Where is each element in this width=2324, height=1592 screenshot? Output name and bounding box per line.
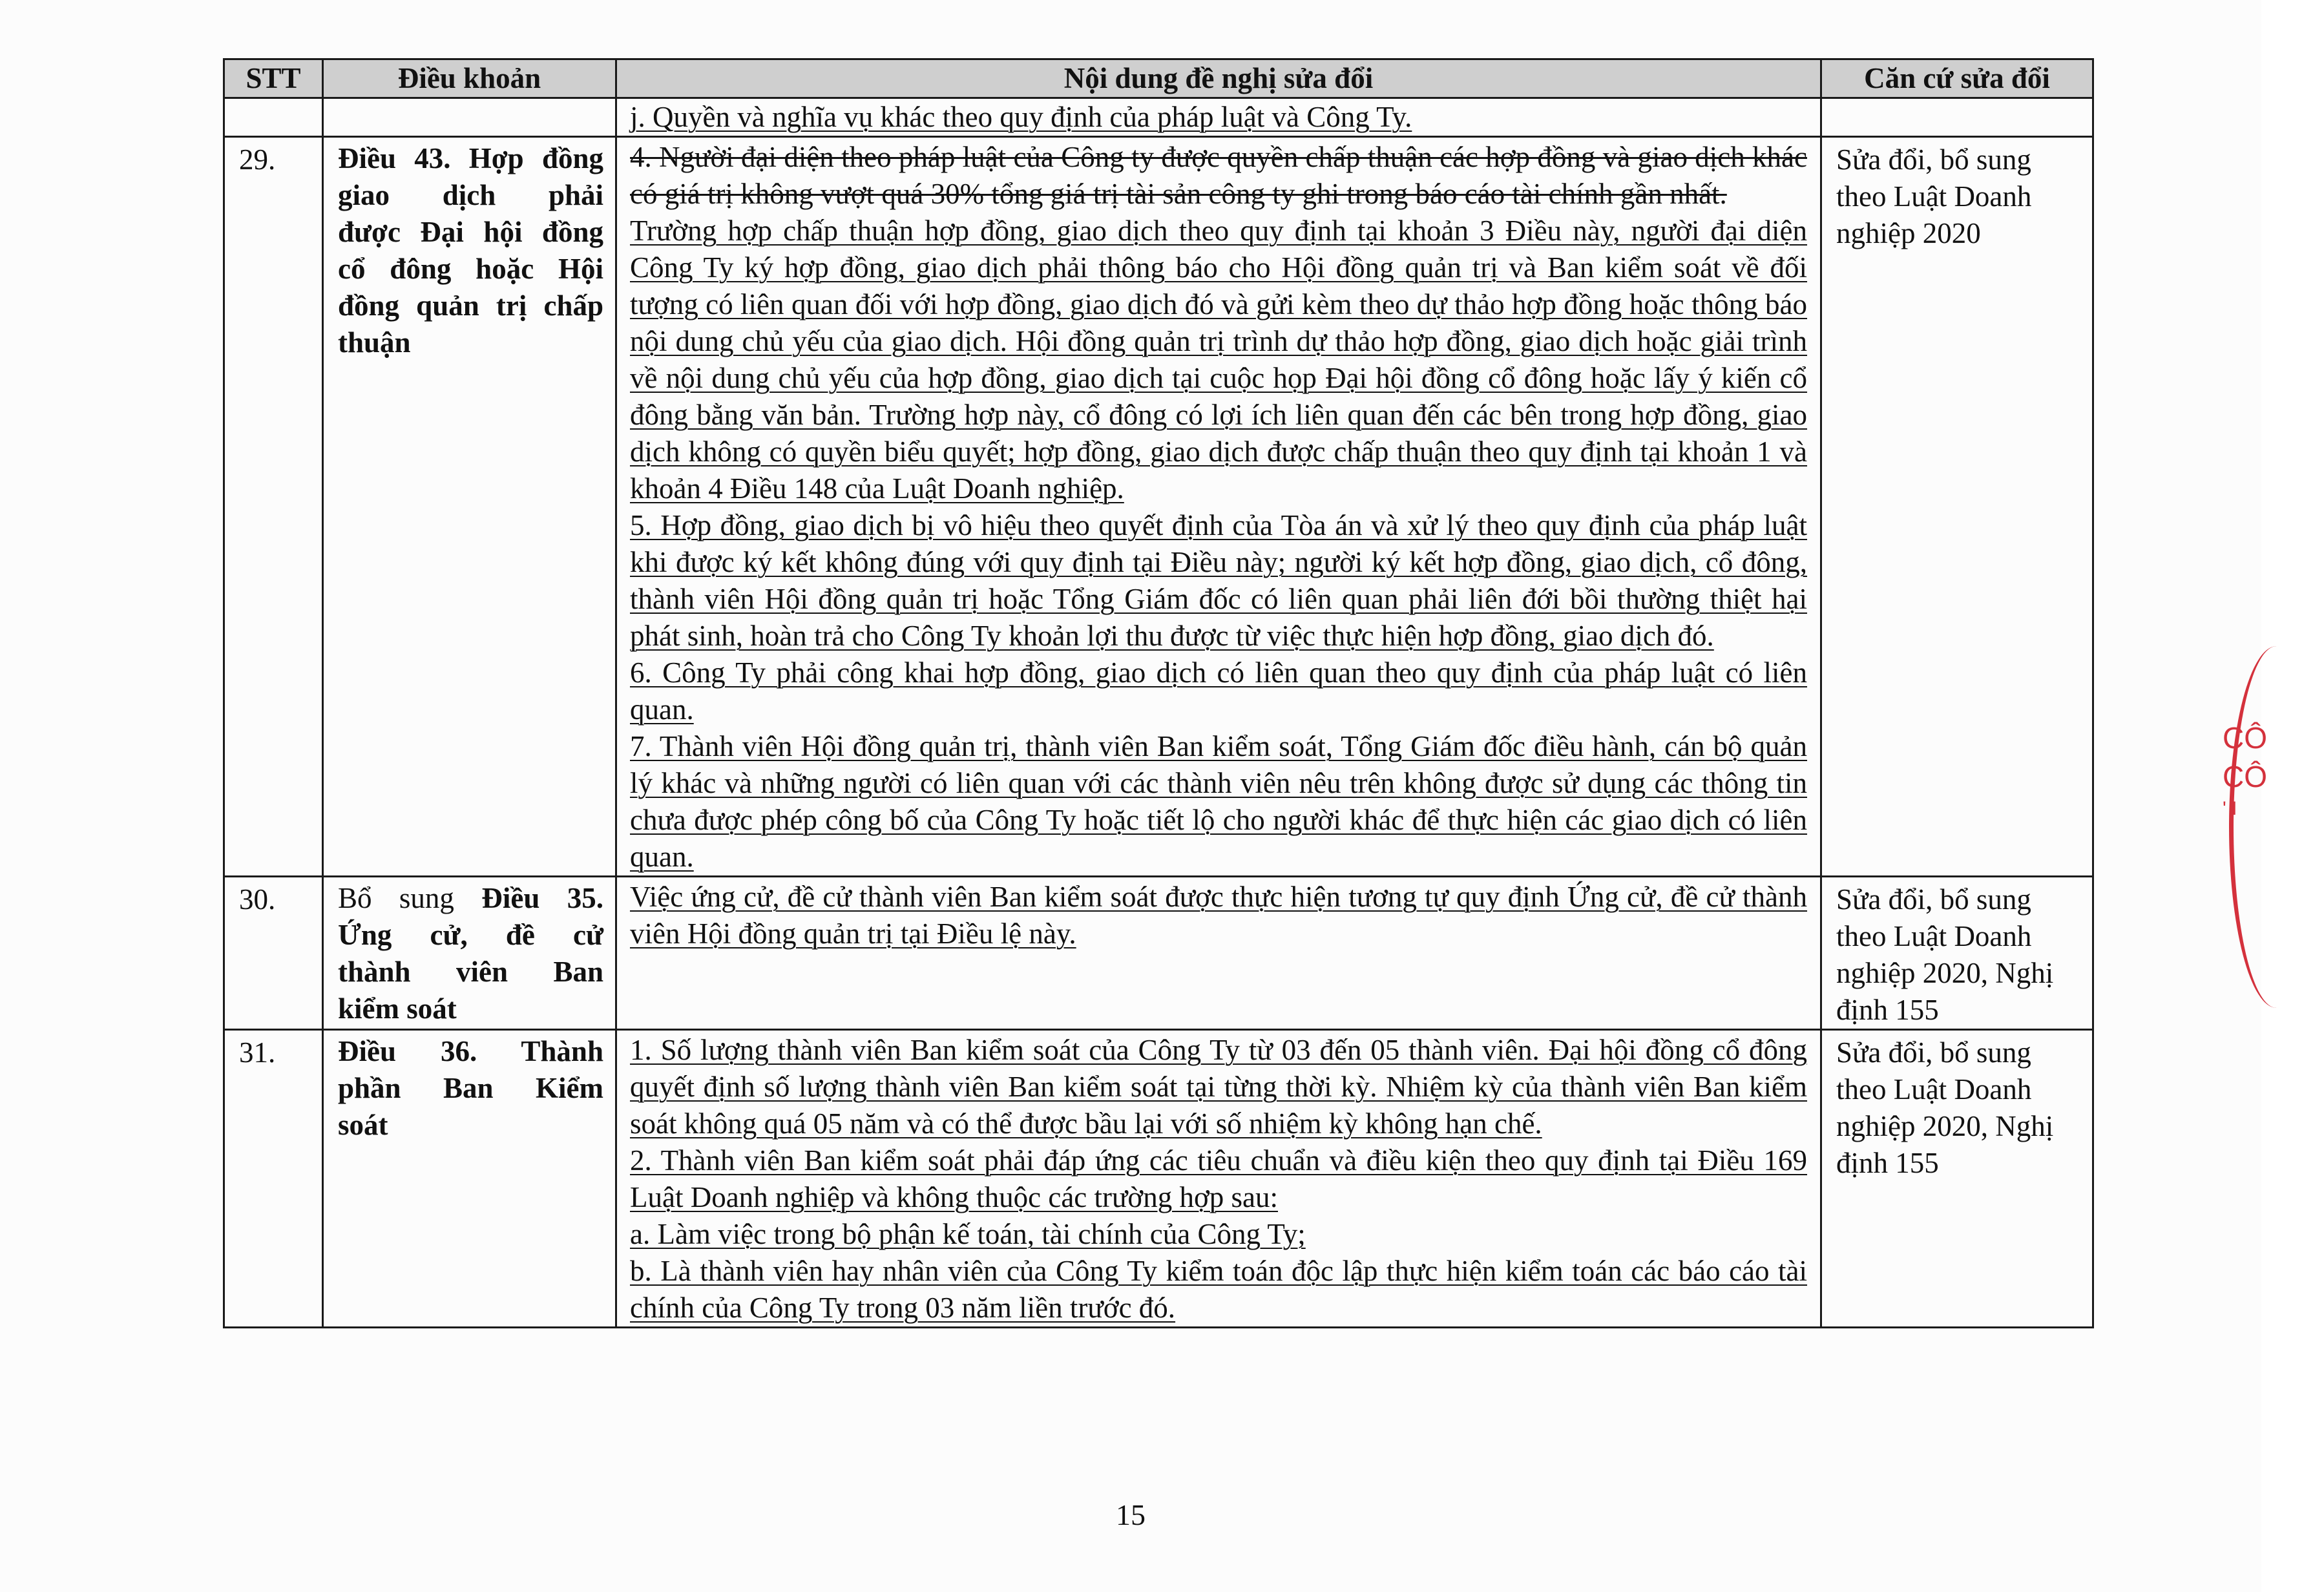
header-stt: STT bbox=[224, 59, 323, 98]
cell-basis bbox=[1821, 137, 2093, 877]
content-paragraph: 7. Thành viên Hội đồng quản trị, thành viên Ban kiểm soát, Tổng Giám đốc điều hành, cán bộ quản lý khác và những người có liên quan với các thành viên nêu trên không được sử dụng các thông tin chưa được phép công bố của Công Ty hoặc tiết lộ cho người khác để thực hiện các giao dịch có liên quan. bbox=[630, 730, 1807, 873]
clause-line: giao dịch phải bbox=[338, 179, 603, 211]
company-seal-stamp bbox=[2210, 646, 2268, 1008]
clause-line: phần Ban Kiểm bbox=[338, 1072, 603, 1104]
content-paragraph: 6. Công Ty phải công khai hợp đồng, giao dịch có liên quan theo quy định của pháp luật có liên quan. bbox=[630, 656, 1807, 726]
content-paragraph: a. Làm việc trong bộ phận kế toán, tài chính của Công Ty; bbox=[630, 1218, 1306, 1250]
clause-prefix: Bổ sung bbox=[338, 882, 454, 914]
seal-text-fragment: ' I bbox=[2223, 798, 2237, 819]
basis-line: nghiệp 2020, Nghị bbox=[1836, 957, 2054, 989]
clause-line: được Đại hội đồng bbox=[338, 216, 603, 248]
table-header-row bbox=[224, 59, 2093, 98]
table-row-29 bbox=[224, 137, 2093, 877]
basis-line: theo Luật Doanh bbox=[1836, 920, 2032, 952]
page-number: 15 bbox=[1116, 1498, 1146, 1531]
seal-arc bbox=[2229, 646, 2324, 1008]
cell-basis bbox=[1821, 877, 2093, 1030]
content-paragraph: b. Là thành viên hay nhân viên của Công Ty kiểm toán độc lập thực hiện kiểm toán các báo cáo tài chính của Công Ty trong 03 năm liền trước đó. bbox=[630, 1255, 1807, 1324]
struck-paragraph: 4. Người đại diện theo pháp luật của Công ty được quyền chấp thuận các hợp đồng và giao dịch khác có giá trị không vượt quá 30% tổng giá trị tài sản công ty ghi trong báo cáo tài chính gần nhất. bbox=[630, 141, 1807, 210]
basis-line: theo Luật Doanh bbox=[1836, 1073, 2032, 1105]
basis-line: định 155 bbox=[1836, 994, 1939, 1026]
seal-text-fragment: CÔ bbox=[2223, 760, 2267, 793]
basis-line: nghiệp 2020, Nghị bbox=[1836, 1110, 2054, 1142]
header-content: Nội dung đề nghị sửa đổi bbox=[616, 59, 1821, 98]
content-paragraph: 2. Thành viên Ban kiểm soát phải đáp ứng các tiêu chuẩn và điều kiện theo quy định tại Điều 169 Luật Doanh nghiệp và không thuộc các trường hợp sau: bbox=[630, 1144, 1807, 1213]
cell-content bbox=[616, 1030, 1821, 1328]
cell-stt: 29. bbox=[224, 137, 323, 877]
clause-line: Điều 43. Hợp đồng bbox=[338, 142, 603, 174]
table-row-continued bbox=[224, 98, 2093, 137]
basis-line: Sửa đổi, bổ sung bbox=[1836, 143, 2031, 176]
header-basis: Căn cứ sửa đổi bbox=[1821, 59, 2093, 98]
clause-line: soát bbox=[338, 1109, 388, 1141]
basis-line: theo Luật Doanh bbox=[1836, 180, 2032, 213]
basis-line: Sửa đổi, bổ sung bbox=[1836, 883, 2031, 916]
cell-content-continued bbox=[616, 98, 1821, 137]
cell-stt: 30. bbox=[224, 877, 323, 1030]
cell-stt-empty bbox=[224, 98, 323, 137]
table-row-30 bbox=[224, 877, 2093, 1030]
amendment-table bbox=[223, 58, 2094, 1328]
clause-line: thành viên Ban bbox=[338, 956, 603, 988]
content-paragraph: 1. Số lượng thành viên Ban kiểm soát của Công Ty từ 03 đến 05 thành viên. Đại hội đồng cổ đông quyết định số lượng thành viên Ban kiểm soát tại từng thời kỳ. Nhiệm kỳ của thành viên Ban kiểm soát không quá 05 năm và có thể được bầu lại với số nhiệm kỳ không hạn chế. bbox=[630, 1034, 1807, 1140]
content-paragraph: Việc ứng cử, đề cử thành viên Ban kiểm soát được thực hiện tương tự quy định Ứng cử, đề cử thành viên Hội đồng quản trị tại Điều lệ này. bbox=[630, 881, 1807, 950]
content-paragraph: 5. Hợp đồng, giao dịch bị vô hiệu theo quyết định của Tòa án và xử lý theo quy định của pháp luật khi được ký kết không đúng với quy định tại Điều này; người ký kết hợp đồng, giao dịch, cổ đông, thành viên Hội đồng quản trị hoặc Tổng Giám đốc có liên quan phải liên đới bồi thường thiệt hại phát sinh, hoàn trả cho Công Ty khoản lợi thu được từ việc thực hiện hợp đồng, giao dịch đó. bbox=[630, 509, 1807, 652]
clause-line: kiểm soát bbox=[338, 992, 457, 1025]
cell-clause bbox=[323, 1030, 616, 1328]
content-line-j: j. Quyền và nghĩa vụ khác theo quy định của pháp luật và Công Ty. bbox=[630, 101, 1412, 133]
clause-line bbox=[338, 880, 603, 917]
header-clause: Điều khoản bbox=[323, 59, 616, 98]
cell-clause-empty bbox=[323, 98, 616, 137]
basis-line: nghiệp 2020 bbox=[1836, 217, 1981, 249]
clause-title: Điều 35. bbox=[481, 882, 603, 914]
cell-clause bbox=[323, 137, 616, 877]
clause-line: Điều 36. Thành bbox=[338, 1035, 603, 1067]
cell-clause bbox=[323, 877, 616, 1030]
cell-basis bbox=[1821, 1030, 2093, 1328]
cell-content bbox=[616, 877, 1821, 1030]
basis-line: định 155 bbox=[1836, 1147, 1939, 1179]
clause-line: đồng quản trị chấp bbox=[338, 289, 603, 322]
clause-line: cổ đông hoặc Hội bbox=[338, 253, 603, 285]
content-paragraph: Trường hợp chấp thuận hợp đồng, giao dịch theo quy định tại khoản 3 Điều này, người đại diện Công Ty ký hợp đồng, giao dịch phải thông báo cho Hội đồng quản trị và Ban kiểm soát về đối tượng có liên quan đối với hợp đồng, giao dịch đó và gửi kèm theo dự thảo hợp đồng hoặc thông báo nội dung chủ yếu của giao dịch. Hội đồng quản trị trình dự thảo hợp đồng, giao dịch hoặc giải trình về nội dung chủ yếu của hợp đồng, giao dịch tại cuộc họp Đại hội đồng cổ đông hoặc lấy ý kiến cổ đông bằng văn bản. Trường hợp này, cổ đông có lợi ích liên quan đến các bên trong hợp đồng, giao dịch không có quyền biểu quyết; hợp đồng, giao dịch được chấp thuận theo quy định tại khoản 1 và khoản 4 Điều 148 của Luật Doanh nghiệp. bbox=[630, 215, 1807, 505]
basis-line: Sửa đổi, bổ sung bbox=[1836, 1036, 2031, 1069]
cell-basis-empty bbox=[1821, 98, 2093, 137]
seal-text-fragment: CÔ bbox=[2223, 721, 2267, 755]
clause-line: Ứng cử, đề cử bbox=[338, 919, 603, 951]
cell-content bbox=[616, 137, 1821, 877]
clause-line: thuận bbox=[338, 326, 411, 359]
table-row-31 bbox=[224, 1030, 2093, 1328]
cell-stt: 31. bbox=[224, 1030, 323, 1328]
